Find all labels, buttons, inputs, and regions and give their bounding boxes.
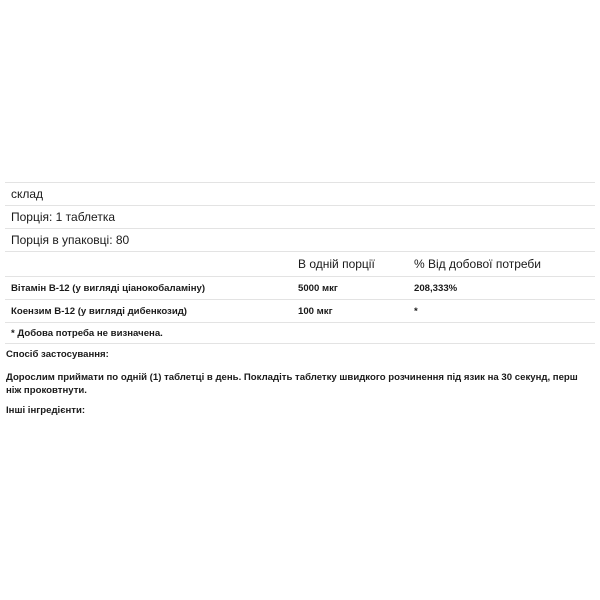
servings-per-container-row: [5, 228, 595, 251]
facts-title-row: [5, 182, 595, 205]
nutrient-daily-value: 208,333%: [414, 283, 458, 294]
servings-per-container: Порція в упаковці: 80: [11, 233, 130, 247]
daily-value-column-header: % Від добової потреби: [414, 257, 542, 271]
nutrient-amount: 5000 мкг: [298, 283, 338, 294]
supplement-facts-table: [5, 182, 595, 344]
usage-text: Дорослим приймати по одній (1) таблетці в день. Покладіть таблетку швидкого розчинення під язик на 30 секунд, перш ніж проковтнути.: [6, 372, 578, 396]
facts-footnote: * Добова потреба не визначена.: [11, 328, 163, 339]
usage-heading: Спосіб застосування:: [6, 349, 109, 360]
facts-header-row: [5, 251, 595, 276]
amount-column-header: В одній порції: [298, 257, 375, 271]
nutrient-daily-value: *: [414, 306, 418, 317]
nutrient-name: Вітамін B-12 (у вигляді ціанокобаламіну): [11, 283, 206, 294]
nutrient-row: [5, 299, 595, 322]
serving-size-row: [5, 205, 595, 228]
facts-footnote-row: [5, 322, 595, 344]
facts-title: склад: [11, 187, 44, 201]
nutrient-row: [5, 276, 595, 299]
nutrient-amount: 100 мкг: [298, 306, 333, 317]
other-ingredients-heading: Інші інгредієнти:: [6, 405, 86, 416]
nutrient-name: Коензим B-12 (у вигляді дибенкозид): [11, 306, 187, 317]
serving-size: Порція: 1 таблетка: [11, 210, 116, 224]
